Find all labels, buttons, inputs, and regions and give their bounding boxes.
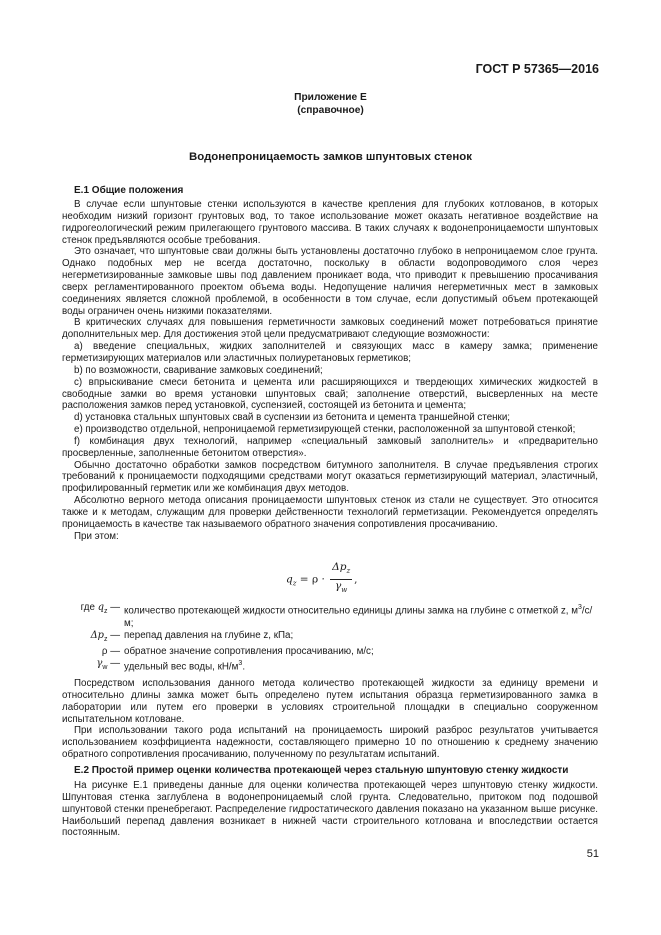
numerator-sub: z	[346, 567, 351, 576]
symbol: q	[97, 602, 104, 614]
symbol: γ	[96, 658, 103, 670]
where-word: где	[80, 602, 95, 614]
definition-row	[62, 646, 598, 658]
list-item: f) комбинация двух технологий, например «специальный замковый заполнитель» и «предварительно просверленные, заполненные бетонитом отверстия».	[62, 435, 598, 459]
definition-text	[124, 658, 598, 674]
appendix-note: (справочное)	[297, 104, 364, 116]
symbol: Δp	[90, 629, 104, 641]
list-item: d) установка стальных шпунтовых свай в суспензии из бетонита и цемента траншейной стенки;	[74, 412, 511, 424]
tail: .	[242, 661, 246, 673]
list-item: e) производство отдельной, непроницаемой герметизирующей стенки, расположенной за шпунтовой стенкой;	[74, 424, 576, 436]
formula-equals: =	[299, 573, 309, 586]
formula-numerator	[330, 562, 352, 580]
paragraph: При этом:	[74, 530, 119, 542]
section-heading: Е.2 Простой пример оценки количества протекающей через стальную шпунтовую стенку жидкости	[74, 765, 569, 777]
formula-fraction	[330, 562, 352, 597]
list-item: b) по возможности, сваривание замковых соединений;	[74, 364, 323, 376]
symbol-sub: z	[103, 635, 108, 643]
definition-symbol	[62, 602, 124, 629]
paragraph: Обычно достаточно обработки замков посредством битумного заполнителя. В случае предъявления строгих требований к проницаемости подходящими средствами могут оказаться герметизирующий материал, эластичный, профилированный герметик или же комбинация двух методов.	[62, 459, 598, 495]
dash: —	[110, 658, 120, 670]
definition-text	[124, 602, 598, 629]
paragraph: В случае если шпунтовые стенки используются в качестве крепления для глубоких котлованов, в которых необходим низкий горизонт грунтовых вод, то такое использование может оказать негативное воздействие на гидрогеологический режим прилегающего грунтового массива. В таких случаях к водонепроницаемости шпунтовых стенок предъявляются особые требования.	[62, 199, 598, 246]
definition-text: обратное значение сопротивления просачиванию, м/с;	[124, 645, 374, 657]
formula	[62, 548, 598, 594]
appendix-heading	[0, 92, 661, 117]
paragraph: Это означает, что шпунтовые сваи должны быть установлены достаточно глубоко в непроницаемом слое грунта. Однако подобных мер не всегда достаточно, поскольку в области водопроводимого слоя через негерметизированные замковые швы под давлением проникает вода, что приводит к превышению просачивания сверх регламентированного проектом объема воды. Недопущение наличия негерметичных мест в замковых соединениях является сложной проблемой, в особенности в том случае, если допустимый объем протекающей воды ограничен очень низкими показателями.	[62, 246, 598, 317]
paragraph: В критических случаях для повышения герметичности замковых соединений может потребоваться принятие дополнительных мер. Для достижения этой цели предусматривают следующие возможности:	[62, 317, 598, 341]
sup: 3	[238, 660, 243, 668]
formula-lhs: q	[286, 573, 293, 586]
list-item: c) впрыскивание смеси бетонита и цемента или расширяющихся и твердеющих химических жидкостей в свободные замки во время установки шпунтовых свай; заполнение отверстий, высверленных на месте расположения замков перед установкой, суспензией, состоящей из бетонита и цемента;	[62, 376, 598, 412]
definition-symbol	[62, 658, 124, 674]
paragraph: На рисунке Е.1 приведены данные для оценки количества протекающей через шпунтовую стенку жидкости. Шпунтовая стенка заглублена в водонепроницаемый слой грунта. Следовательно, притоком под подошвой шпунтовой стенки пренебрегают. Распределение гидростатического давления показано на указанном выше рисунке. Наибольший перепад давления возникает в нижней части строительного котлована и впоследствии остается постоянным.	[62, 780, 598, 839]
numerator-text: Δp	[332, 561, 347, 574]
page-number: 51	[586, 848, 599, 860]
sup: 3	[577, 604, 582, 612]
standard-number: ГОСТ Р 57365—2016	[475, 62, 599, 76]
formula-expression	[286, 562, 358, 597]
document-body	[62, 185, 598, 839]
formula-denominator	[330, 580, 352, 597]
definition-row	[62, 602, 598, 629]
document-title: Водонепроницаемость замков шпунтовых стенок	[189, 151, 472, 163]
definitions-list	[62, 602, 598, 674]
list-item: а) введение специальных, жидких заполнителей и связующих масс в камеру замка; применение герметизирующих материалов или эластичных полиуретановых герметиков;	[62, 341, 598, 364]
paragraph: Посредством использования данного метода количество протекающей жидкости за единицу времени и относительно длины замка может быть определено путем испытания образца герметизированного замка в лаборатории или путем его проверки в условиях строительной площадки в специально сооруженном испытательном котловане.	[62, 678, 598, 725]
paragraph: При использовании такого рода испытаний на проницаемость широкий разброс результатов учитывается использованием коэффициента надежности, составляющего примерно 10 по отношению к среднему значению обратного сопротивления просачиванию, полученному по результатам испытаний.	[62, 725, 598, 761]
dash: —	[110, 602, 120, 614]
formula-lhs-sub: z	[292, 580, 297, 588]
section-heading: Е.1 Общие положения	[74, 185, 184, 196]
definition-symbol	[62, 646, 124, 658]
symbol-sub: w	[102, 664, 108, 672]
appendix-title: Приложение Е	[294, 92, 367, 103]
definition-text: перепад давления на глубине z, кПа;	[124, 629, 294, 641]
formula-rho: ρ	[311, 573, 319, 586]
formula-dot: ·	[321, 573, 325, 586]
dash: —	[110, 645, 120, 657]
symbol: ρ	[101, 645, 108, 657]
tail: /с/м;	[124, 605, 593, 629]
definition-row	[62, 658, 598, 674]
denominator-text: γ	[335, 580, 342, 593]
dash: —	[110, 629, 120, 641]
definition-symbol	[62, 630, 124, 646]
definition-row	[62, 630, 598, 646]
paragraph: Абсолютно верного метода описания проницаемости шпунтовых стенок из стали не существует. Это относится также и к методам, служащим для проверки действенности технологий герметизации. Рекомендуется определять проницаемость в качестве так называемого обратного значения сопротивления просачиванию.	[62, 495, 598, 530]
formula-comma: ,	[354, 573, 358, 586]
symbol-sub: z	[103, 608, 108, 616]
text: количество протекающей жидкости относительно единицы длины замка на глубине с отметкой z, м	[124, 605, 578, 617]
denominator-sub: w	[341, 586, 348, 595]
text: удельный вес воды, кН/м	[124, 661, 239, 673]
